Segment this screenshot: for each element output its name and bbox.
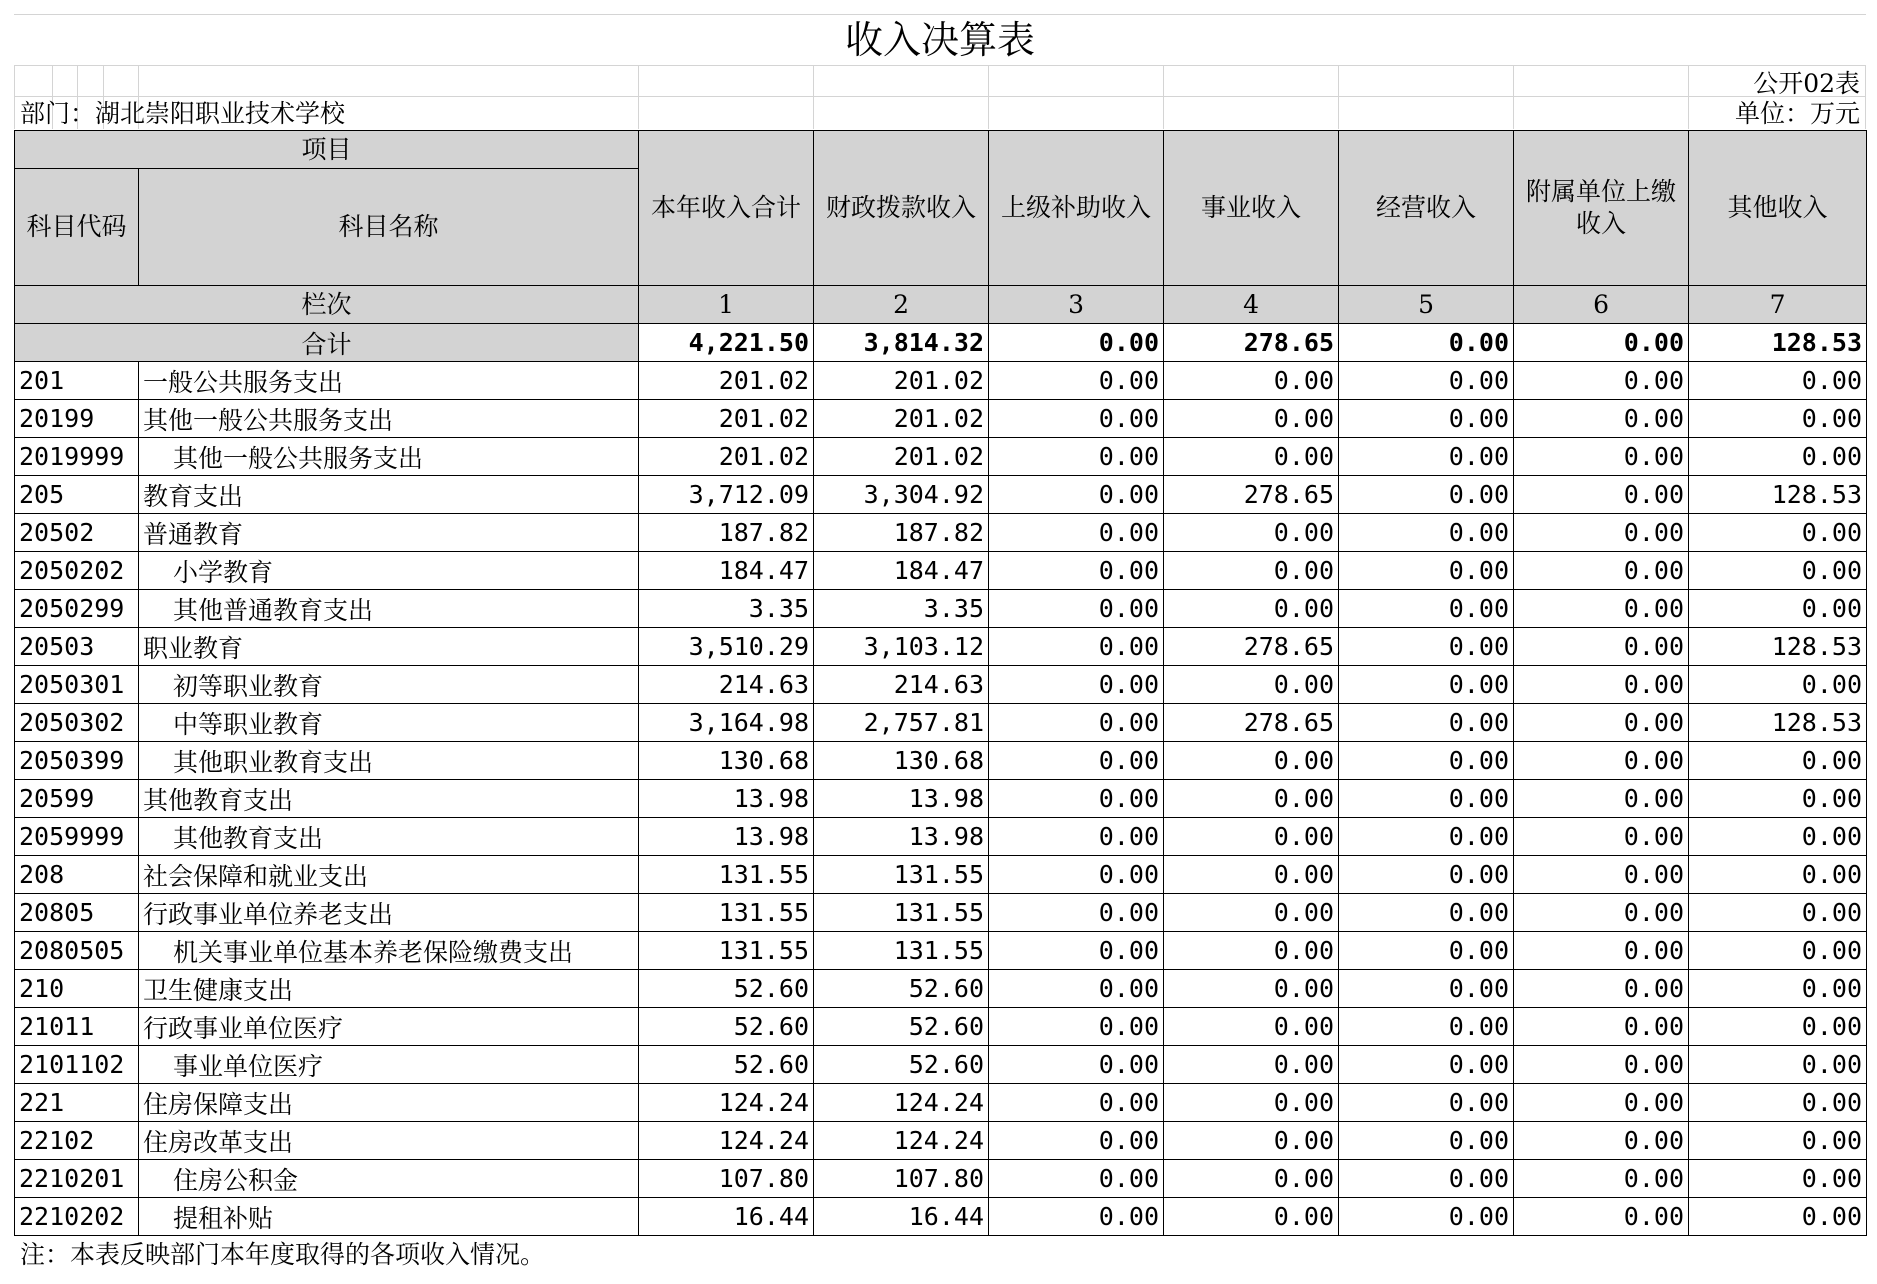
subject-name: 一般公共服务支出 bbox=[139, 362, 639, 400]
value-cell: 187.82 bbox=[814, 514, 989, 552]
total-value: 4,221.50 bbox=[639, 324, 814, 362]
value-cell: 128.53 bbox=[1689, 628, 1867, 666]
value-cell: 124.24 bbox=[814, 1084, 989, 1122]
value-cell: 13.98 bbox=[639, 780, 814, 818]
table-row bbox=[15, 1198, 1867, 1236]
value-cell: 0.00 bbox=[989, 666, 1164, 704]
header-col-1: 本年收入合计 bbox=[639, 131, 814, 286]
value-cell: 131.55 bbox=[639, 856, 814, 894]
subject-name: 行政事业单位医疗 bbox=[139, 1008, 639, 1046]
table-row bbox=[15, 818, 1867, 856]
header-name: 科目名称 bbox=[139, 169, 639, 286]
value-cell: 0.00 bbox=[989, 1084, 1164, 1122]
value-cell: 0.00 bbox=[1514, 1122, 1689, 1160]
value-cell: 0.00 bbox=[1339, 590, 1514, 628]
table-row bbox=[15, 704, 1867, 742]
value-cell: 0.00 bbox=[1514, 818, 1689, 856]
value-cell: 0.00 bbox=[1339, 704, 1514, 742]
header-project: 项目 bbox=[15, 131, 639, 169]
value-cell: 0.00 bbox=[989, 1046, 1164, 1084]
value-cell: 107.80 bbox=[639, 1160, 814, 1198]
value-cell: 0.00 bbox=[1689, 666, 1867, 704]
subject-code: 20199 bbox=[15, 400, 139, 438]
value-cell: 0.00 bbox=[1514, 476, 1689, 514]
value-cell: 0.00 bbox=[1514, 362, 1689, 400]
subject-code: 21011 bbox=[15, 1008, 139, 1046]
value-cell: 0.00 bbox=[1339, 1008, 1514, 1046]
column-number: 7 bbox=[1689, 286, 1867, 324]
value-cell: 124.24 bbox=[639, 1122, 814, 1160]
value-cell: 0.00 bbox=[1164, 818, 1339, 856]
value-cell: 0.00 bbox=[1164, 1122, 1339, 1160]
value-cell: 52.60 bbox=[639, 1046, 814, 1084]
value-cell: 0.00 bbox=[1514, 590, 1689, 628]
value-cell: 0.00 bbox=[989, 856, 1164, 894]
subject-code: 2050302 bbox=[15, 704, 139, 742]
value-cell: 0.00 bbox=[1164, 1160, 1339, 1198]
column-number: 6 bbox=[1514, 286, 1689, 324]
value-cell: 0.00 bbox=[1164, 1046, 1339, 1084]
value-cell: 0.00 bbox=[1689, 856, 1867, 894]
subject-name: 住房改革支出 bbox=[139, 1122, 639, 1160]
value-cell: 107.80 bbox=[814, 1160, 989, 1198]
header-col-7: 其他收入 bbox=[1689, 131, 1867, 286]
value-cell: 0.00 bbox=[989, 438, 1164, 476]
value-cell: 130.68 bbox=[639, 742, 814, 780]
value-cell: 0.00 bbox=[1339, 476, 1514, 514]
subject-name: 提租补贴 bbox=[139, 1198, 639, 1236]
table-row bbox=[15, 400, 1867, 438]
table-row bbox=[15, 514, 1867, 552]
subject-code: 205 bbox=[15, 476, 139, 514]
value-cell: 16.44 bbox=[814, 1198, 989, 1236]
value-cell: 0.00 bbox=[1164, 780, 1339, 818]
value-cell: 130.68 bbox=[814, 742, 989, 780]
value-cell: 0.00 bbox=[989, 1008, 1164, 1046]
value-cell: 0.00 bbox=[1514, 1008, 1689, 1046]
value-cell: 3,712.09 bbox=[639, 476, 814, 514]
table-row bbox=[15, 666, 1867, 704]
value-cell: 0.00 bbox=[1689, 818, 1867, 856]
table-row bbox=[15, 628, 1867, 666]
table-row bbox=[15, 476, 1867, 514]
value-cell: 131.55 bbox=[639, 894, 814, 932]
value-cell: 0.00 bbox=[1339, 894, 1514, 932]
table-row bbox=[15, 590, 1867, 628]
value-cell: 201.02 bbox=[814, 400, 989, 438]
value-cell: 0.00 bbox=[1514, 894, 1689, 932]
value-cell: 3,510.29 bbox=[639, 628, 814, 666]
value-cell: 0.00 bbox=[1339, 818, 1514, 856]
column-number: 1 bbox=[639, 286, 814, 324]
value-cell: 0.00 bbox=[989, 400, 1164, 438]
value-cell: 3,304.92 bbox=[814, 476, 989, 514]
value-cell: 0.00 bbox=[1164, 590, 1339, 628]
value-cell: 0.00 bbox=[1689, 400, 1867, 438]
value-cell: 0.00 bbox=[1689, 438, 1867, 476]
value-cell: 0.00 bbox=[1514, 1084, 1689, 1122]
value-cell: 0.00 bbox=[1689, 1198, 1867, 1236]
value-cell: 0.00 bbox=[1689, 1122, 1867, 1160]
value-cell: 13.98 bbox=[814, 818, 989, 856]
value-cell: 0.00 bbox=[1164, 1084, 1339, 1122]
value-cell: 0.00 bbox=[1514, 400, 1689, 438]
value-cell: 52.60 bbox=[814, 970, 989, 1008]
subject-name: 其他一般公共服务支出 bbox=[139, 400, 639, 438]
value-cell: 0.00 bbox=[1514, 742, 1689, 780]
value-cell: 278.65 bbox=[1164, 476, 1339, 514]
total-value: 0.00 bbox=[989, 324, 1164, 362]
subject-code: 2059999 bbox=[15, 818, 139, 856]
header-col-6: 附属单位上缴收入 bbox=[1514, 131, 1689, 286]
value-cell: 128.53 bbox=[1689, 704, 1867, 742]
table-row bbox=[15, 1046, 1867, 1084]
total-value: 278.65 bbox=[1164, 324, 1339, 362]
value-cell: 201.02 bbox=[639, 362, 814, 400]
value-cell: 0.00 bbox=[1339, 1198, 1514, 1236]
column-number: 3 bbox=[989, 286, 1164, 324]
value-cell: 131.55 bbox=[814, 932, 989, 970]
value-cell: 0.00 bbox=[1514, 1198, 1689, 1236]
value-cell: 0.00 bbox=[1339, 856, 1514, 894]
subject-name: 其他教育支出 bbox=[139, 780, 639, 818]
value-cell: 0.00 bbox=[1339, 1122, 1514, 1160]
value-cell: 0.00 bbox=[1514, 970, 1689, 1008]
value-cell: 0.00 bbox=[1514, 1160, 1689, 1198]
value-cell: 0.00 bbox=[1514, 780, 1689, 818]
value-cell: 0.00 bbox=[989, 704, 1164, 742]
table-row bbox=[15, 970, 1867, 1008]
value-cell: 0.00 bbox=[1689, 1008, 1867, 1046]
value-cell: 0.00 bbox=[1514, 628, 1689, 666]
value-cell: 52.60 bbox=[639, 1008, 814, 1046]
table-row bbox=[15, 438, 1867, 476]
value-cell: 184.47 bbox=[639, 552, 814, 590]
value-cell: 0.00 bbox=[1514, 552, 1689, 590]
value-cell: 3,164.98 bbox=[639, 704, 814, 742]
subject-name: 其他普通教育支出 bbox=[139, 590, 639, 628]
value-cell: 0.00 bbox=[1689, 1160, 1867, 1198]
table-row bbox=[15, 780, 1867, 818]
header-col-2: 财政拨款收入 bbox=[814, 131, 989, 286]
value-cell: 0.00 bbox=[1514, 438, 1689, 476]
value-cell: 0.00 bbox=[1339, 1084, 1514, 1122]
subject-name: 其他一般公共服务支出 bbox=[139, 438, 639, 476]
value-cell: 0.00 bbox=[1164, 932, 1339, 970]
value-cell: 3.35 bbox=[639, 590, 814, 628]
value-cell: 0.00 bbox=[1514, 514, 1689, 552]
total-value: 3,814.32 bbox=[814, 324, 989, 362]
value-cell: 0.00 bbox=[1689, 514, 1867, 552]
subject-name: 卫生健康支出 bbox=[139, 970, 639, 1008]
value-cell: 0.00 bbox=[1164, 856, 1339, 894]
subject-code: 2080505 bbox=[15, 932, 139, 970]
header-col-5: 经营收入 bbox=[1339, 131, 1514, 286]
value-cell: 3.35 bbox=[814, 590, 989, 628]
value-cell: 214.63 bbox=[639, 666, 814, 704]
value-cell: 0.00 bbox=[1164, 742, 1339, 780]
value-cell: 201.02 bbox=[814, 438, 989, 476]
subject-code: 2050299 bbox=[15, 590, 139, 628]
value-cell: 0.00 bbox=[989, 514, 1164, 552]
value-cell: 0.00 bbox=[1164, 666, 1339, 704]
value-cell: 0.00 bbox=[1689, 1046, 1867, 1084]
value-cell: 131.55 bbox=[814, 894, 989, 932]
subject-code: 208 bbox=[15, 856, 139, 894]
subject-name: 其他教育支出 bbox=[139, 818, 639, 856]
subject-code: 201 bbox=[15, 362, 139, 400]
value-cell: 3,103.12 bbox=[814, 628, 989, 666]
value-cell: 131.55 bbox=[639, 932, 814, 970]
footnote: 注：本表反映部门本年度取得的各项收入情况。 bbox=[20, 1240, 546, 1269]
total-label: 合计 bbox=[15, 324, 639, 362]
value-cell: 13.98 bbox=[639, 818, 814, 856]
value-cell: 0.00 bbox=[1514, 856, 1689, 894]
value-cell: 0.00 bbox=[1164, 400, 1339, 438]
value-cell: 0.00 bbox=[1339, 1160, 1514, 1198]
value-cell: 0.00 bbox=[1339, 742, 1514, 780]
value-cell: 0.00 bbox=[989, 590, 1164, 628]
value-cell: 0.00 bbox=[1164, 894, 1339, 932]
value-cell: 0.00 bbox=[1164, 970, 1339, 1008]
value-cell: 52.60 bbox=[814, 1008, 989, 1046]
subject-name: 普通教育 bbox=[139, 514, 639, 552]
subject-name: 初等职业教育 bbox=[139, 666, 639, 704]
income-table bbox=[14, 130, 1867, 1236]
value-cell: 0.00 bbox=[989, 1198, 1164, 1236]
value-cell: 0.00 bbox=[1339, 932, 1514, 970]
value-cell: 131.55 bbox=[814, 856, 989, 894]
value-cell: 278.65 bbox=[1164, 704, 1339, 742]
value-cell: 0.00 bbox=[989, 970, 1164, 1008]
value-cell: 0.00 bbox=[989, 894, 1164, 932]
total-value: 0.00 bbox=[1514, 324, 1689, 362]
subject-code: 20503 bbox=[15, 628, 139, 666]
value-cell: 0.00 bbox=[1689, 970, 1867, 1008]
value-cell: 0.00 bbox=[1339, 438, 1514, 476]
value-cell: 214.63 bbox=[814, 666, 989, 704]
subject-code: 210 bbox=[15, 970, 139, 1008]
value-cell: 2,757.81 bbox=[814, 704, 989, 742]
table-row bbox=[15, 1160, 1867, 1198]
value-cell: 201.02 bbox=[814, 362, 989, 400]
column-number: 5 bbox=[1339, 286, 1514, 324]
subject-name: 事业单位医疗 bbox=[139, 1046, 639, 1084]
subject-name: 教育支出 bbox=[139, 476, 639, 514]
table-row bbox=[15, 362, 1867, 400]
value-cell: 0.00 bbox=[989, 552, 1164, 590]
value-cell: 184.47 bbox=[814, 552, 989, 590]
value-cell: 0.00 bbox=[1689, 590, 1867, 628]
column-row-label: 栏次 bbox=[15, 286, 639, 324]
value-cell: 0.00 bbox=[1339, 362, 1514, 400]
value-cell: 0.00 bbox=[1689, 552, 1867, 590]
value-cell: 0.00 bbox=[1514, 932, 1689, 970]
subject-code: 2050399 bbox=[15, 742, 139, 780]
subject-code: 2050202 bbox=[15, 552, 139, 590]
value-cell: 0.00 bbox=[1339, 514, 1514, 552]
table-title: 收入决算表 bbox=[14, 14, 1866, 66]
table-row bbox=[15, 1084, 1867, 1122]
value-cell: 0.00 bbox=[989, 1122, 1164, 1160]
value-cell: 0.00 bbox=[1339, 666, 1514, 704]
column-number: 4 bbox=[1164, 286, 1339, 324]
value-cell: 0.00 bbox=[1514, 666, 1689, 704]
table-row bbox=[15, 552, 1867, 590]
subject-code: 2210202 bbox=[15, 1198, 139, 1236]
value-cell: 52.60 bbox=[814, 1046, 989, 1084]
table-row bbox=[15, 856, 1867, 894]
value-cell: 124.24 bbox=[814, 1122, 989, 1160]
table-row bbox=[15, 1122, 1867, 1160]
column-number: 2 bbox=[814, 286, 989, 324]
value-cell: 0.00 bbox=[1689, 1084, 1867, 1122]
value-cell: 0.00 bbox=[1339, 970, 1514, 1008]
subject-code: 22102 bbox=[15, 1122, 139, 1160]
value-cell: 201.02 bbox=[639, 400, 814, 438]
subject-name: 职业教育 bbox=[139, 628, 639, 666]
subject-code: 20599 bbox=[15, 780, 139, 818]
value-cell: 124.24 bbox=[639, 1084, 814, 1122]
value-cell: 0.00 bbox=[1514, 704, 1689, 742]
value-cell: 201.02 bbox=[639, 438, 814, 476]
table-row bbox=[15, 894, 1867, 932]
value-cell: 0.00 bbox=[989, 780, 1164, 818]
value-cell: 0.00 bbox=[1164, 1008, 1339, 1046]
value-cell: 0.00 bbox=[1339, 780, 1514, 818]
header-col-3: 上级补助收入 bbox=[989, 131, 1164, 286]
subject-code: 2210201 bbox=[15, 1160, 139, 1198]
value-cell: 16.44 bbox=[639, 1198, 814, 1236]
value-cell: 0.00 bbox=[989, 362, 1164, 400]
subject-code: 20502 bbox=[15, 514, 139, 552]
value-cell: 0.00 bbox=[1339, 400, 1514, 438]
value-cell: 0.00 bbox=[1689, 932, 1867, 970]
header-col-4: 事业收入 bbox=[1164, 131, 1339, 286]
value-cell: 0.00 bbox=[1164, 362, 1339, 400]
subject-code: 2101102 bbox=[15, 1046, 139, 1084]
subject-name: 小学教育 bbox=[139, 552, 639, 590]
value-cell: 0.00 bbox=[989, 932, 1164, 970]
value-cell: 0.00 bbox=[1514, 1046, 1689, 1084]
value-cell: 0.00 bbox=[989, 818, 1164, 856]
subject-name: 社会保障和就业支出 bbox=[139, 856, 639, 894]
subject-name: 行政事业单位养老支出 bbox=[139, 894, 639, 932]
subject-code: 2050301 bbox=[15, 666, 139, 704]
value-cell: 0.00 bbox=[1164, 1198, 1339, 1236]
total-row bbox=[15, 324, 1867, 362]
value-cell: 0.00 bbox=[1689, 780, 1867, 818]
department-label: 部门：湖北崇阳职业技术学校 bbox=[20, 99, 346, 128]
value-cell: 0.00 bbox=[1689, 742, 1867, 780]
value-cell: 0.00 bbox=[989, 476, 1164, 514]
table-row bbox=[15, 742, 1867, 780]
value-cell: 0.00 bbox=[1689, 894, 1867, 932]
value-cell: 128.53 bbox=[1689, 476, 1867, 514]
total-value: 0.00 bbox=[1339, 324, 1514, 362]
form-number: 公开02表 bbox=[1753, 69, 1860, 98]
table-row bbox=[15, 1008, 1867, 1046]
subject-name: 住房保障支出 bbox=[139, 1084, 639, 1122]
subject-name: 其他职业教育支出 bbox=[139, 742, 639, 780]
value-cell: 0.00 bbox=[989, 1160, 1164, 1198]
total-value: 128.53 bbox=[1689, 324, 1867, 362]
value-cell: 13.98 bbox=[814, 780, 989, 818]
value-cell: 0.00 bbox=[1164, 514, 1339, 552]
subject-code: 20805 bbox=[15, 894, 139, 932]
subject-name: 住房公积金 bbox=[139, 1160, 639, 1198]
value-cell: 0.00 bbox=[1164, 552, 1339, 590]
value-cell: 0.00 bbox=[1689, 362, 1867, 400]
value-cell: 0.00 bbox=[989, 742, 1164, 780]
subject-name: 机关事业单位基本养老保险缴费支出 bbox=[139, 932, 639, 970]
subject-code: 221 bbox=[15, 1084, 139, 1122]
value-cell: 0.00 bbox=[1339, 1046, 1514, 1084]
value-cell: 187.82 bbox=[639, 514, 814, 552]
subject-name: 中等职业教育 bbox=[139, 704, 639, 742]
value-cell: 278.65 bbox=[1164, 628, 1339, 666]
unit-label: 单位：万元 bbox=[1734, 99, 1860, 128]
value-cell: 0.00 bbox=[989, 628, 1164, 666]
table-row bbox=[15, 932, 1867, 970]
subject-code: 2019999 bbox=[15, 438, 139, 476]
header-code: 科目代码 bbox=[15, 169, 139, 286]
value-cell: 0.00 bbox=[1339, 628, 1514, 666]
value-cell: 0.00 bbox=[1339, 552, 1514, 590]
value-cell: 52.60 bbox=[639, 970, 814, 1008]
value-cell: 0.00 bbox=[1164, 438, 1339, 476]
